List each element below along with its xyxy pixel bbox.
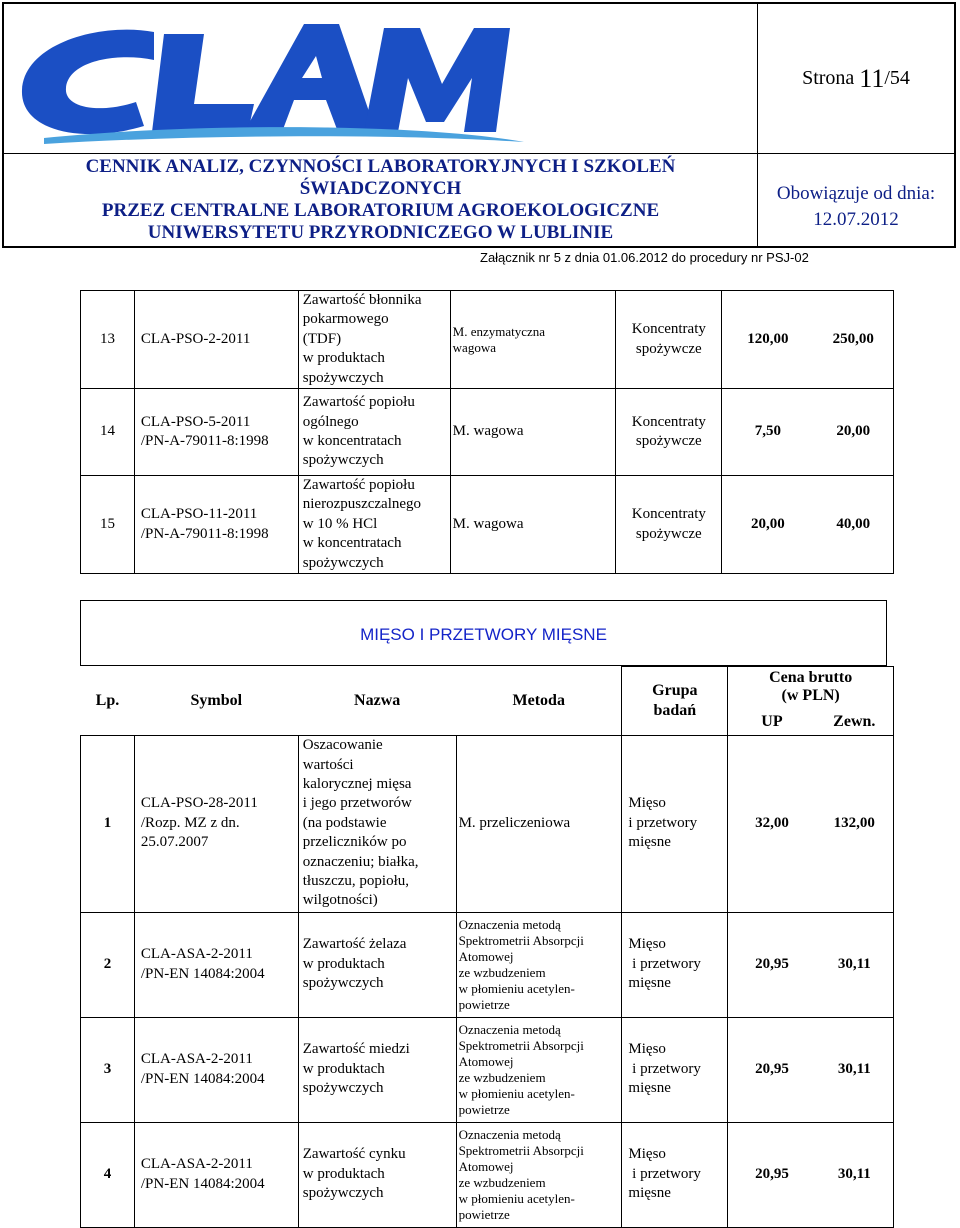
row-group	[622, 1017, 728, 1122]
row-method	[450, 291, 616, 389]
row-price-ext: 30,11	[816, 912, 894, 1017]
logo-cell	[4, 4, 758, 154]
row-name	[298, 389, 450, 476]
row-method-line: Atomowej	[458, 1053, 514, 1069]
header-group	[622, 667, 728, 736]
row-symbol-line: CLA-PSO-11-2011	[140, 506, 258, 523]
row-name-line: pokarmowego	[302, 311, 389, 328]
row-symbol-line: /PN-A-79011-8:1998	[140, 433, 269, 450]
row-name-line: Zawartość popiołu	[302, 477, 415, 494]
title-line: ŚWIADCZONYCH	[299, 178, 462, 199]
header-price-line: Cena brutto	[769, 669, 853, 687]
row-group-line: Mięso	[628, 795, 666, 812]
row-name-line: spożywczych	[302, 452, 384, 469]
row-price-ext: 30,11	[816, 1017, 894, 1122]
document-header	[2, 2, 956, 248]
row-symbol-line: /PN-EN 14084:2004	[140, 1175, 265, 1192]
row-group-line: Mięso	[628, 1041, 666, 1058]
row-method	[450, 476, 616, 574]
valid-label: Obowiązuje od dnia:	[776, 183, 936, 204]
row-lp: 2	[81, 912, 135, 1017]
valid-date: 12.07.2012	[813, 209, 899, 230]
row-name	[298, 735, 456, 912]
header-group-line: badań	[653, 701, 697, 719]
row-name-line: spożywczych	[302, 975, 384, 992]
row-name-line: spożywczych	[302, 1080, 384, 1097]
row-method-line: powietrze	[458, 996, 510, 1012]
header-price	[728, 667, 894, 708]
row-method-line: ze wzbudzeniem	[458, 1069, 546, 1085]
row-method-line: M. wagowa	[452, 515, 524, 532]
header-price-line: (w PLN)	[781, 687, 840, 705]
row-method-line: M. enzymatyczna	[452, 323, 546, 339]
row-symbol-line: CLA-ASA-2-2011	[140, 1156, 253, 1173]
row-method-line: Spektrometrii Absorpcji	[458, 1142, 584, 1158]
attachment-note: Załącznik nr 5 z dnia 01.06.2012 do procedury nr PSJ-02	[480, 250, 809, 265]
row-method-line: Oznaczenia metodą	[458, 1126, 561, 1142]
row-group-line: i przetwory	[628, 1060, 701, 1077]
row-group-line: spożywcze	[635, 525, 702, 542]
row-symbol	[134, 1017, 298, 1122]
row-price-up: 32,00	[728, 735, 816, 912]
row-name-line: Zawartość cynku	[302, 1146, 406, 1163]
row-method-line: Atomowej	[458, 1158, 514, 1174]
row-name-line: w koncentratach	[302, 535, 402, 552]
row-name-line: ogólnego	[302, 413, 359, 430]
row-method-line: Spektrometrii Absorpcji	[458, 1037, 584, 1053]
page-total: /54	[884, 67, 910, 89]
row-method	[456, 1122, 622, 1227]
row-name-line: w koncentratach	[302, 433, 402, 450]
table-header-row	[81, 667, 894, 708]
title-line: PRZEZ CENTRALNE LABORATORIUM AGROEKOLOGICZNE	[101, 200, 660, 221]
row-name-line: w produktach	[302, 350, 385, 367]
row-lp: 15	[81, 476, 135, 574]
row-method-line: ze wzbudzeniem	[458, 964, 546, 980]
row-symbol	[134, 291, 298, 389]
validity-cell	[758, 154, 954, 246]
row-price-up: 7,50	[722, 389, 814, 476]
row-price-up: 20,95	[728, 1122, 816, 1227]
row-group-line: Koncentraty	[631, 413, 706, 430]
row-name-line: nierozpuszczalnego	[302, 496, 422, 513]
title-line: UNIWERSYTETU PRZYRODNICZEGO W LUBLINIE	[147, 222, 614, 243]
row-name-line: w produktach	[302, 1165, 385, 1182]
row-group	[616, 291, 722, 389]
row-method-line: ze wzbudzeniem	[458, 1174, 546, 1190]
row-group-line: i przetwory	[628, 814, 698, 831]
row-group	[616, 476, 722, 574]
row-method-line: w płomieniu acetylen-	[458, 1190, 575, 1206]
document-title	[4, 154, 758, 246]
price-table-continued	[80, 290, 894, 574]
row-price-ext: 250,00	[814, 291, 894, 389]
row-method	[456, 735, 622, 912]
row-name-line: i jego przetworów	[302, 795, 412, 812]
row-name-line: Oszacowanie	[302, 737, 383, 754]
row-name-line: w 10 % HCl	[302, 515, 378, 532]
row-group	[622, 1122, 728, 1227]
row-method-line: w płomieniu acetylen-	[458, 980, 575, 996]
row-name-line: (TDF)	[302, 330, 342, 347]
row-price-up: 120,00	[722, 291, 814, 389]
row-name-line: przeliczników po	[302, 834, 407, 851]
row-price-ext: 132,00	[816, 735, 894, 912]
row-group-line: mięsne	[628, 975, 671, 992]
section-title: MIĘSO I PRZETWORY MIĘSNE	[80, 600, 887, 666]
row-symbol-line: 25.07.2007	[140, 834, 209, 851]
header-name: Nazwa	[354, 691, 401, 709]
table-row	[81, 735, 894, 912]
row-method-line: Atomowej	[458, 948, 514, 964]
row-group-line: spożywcze	[635, 433, 702, 450]
row-symbol-line: /PN-A-79011-8:1998	[140, 525, 269, 542]
row-symbol	[134, 476, 298, 574]
row-method-line: M. wagowa	[452, 423, 524, 440]
row-group-line: mięsne	[628, 1185, 671, 1202]
header-symbol: Symbol	[190, 691, 243, 709]
row-symbol-line: CLA-ASA-2-2011	[140, 1051, 253, 1068]
row-group-line: Koncentraty	[631, 321, 706, 338]
row-group-line: Mięso	[628, 1146, 666, 1163]
row-group-line: i przetwory	[628, 1165, 701, 1182]
row-method-line: Oznaczenia metodą	[458, 1021, 561, 1037]
row-method-line: M. przeliczeniowa	[458, 814, 571, 831]
row-name-line: w produktach	[302, 1060, 385, 1077]
table-row	[81, 476, 894, 574]
row-lp: 1	[81, 735, 135, 912]
row-lp: 14	[81, 389, 135, 476]
row-method-line: w płomieniu acetylen-	[458, 1085, 575, 1101]
row-symbol	[134, 1122, 298, 1227]
row-name-line: Zawartość żelaza	[302, 936, 407, 953]
row-method-line: powietrze	[458, 1206, 510, 1222]
row-name	[298, 912, 456, 1017]
table-row	[81, 1122, 894, 1227]
row-name-line: w produktach	[302, 955, 385, 972]
page-label: Strona	[802, 67, 855, 89]
row-price-ext: 30,11	[816, 1122, 894, 1227]
header-method: Metoda	[512, 691, 565, 709]
row-name-line: spożywczych	[302, 554, 384, 571]
row-price-up: 20,95	[728, 912, 816, 1017]
row-method-line: powietrze	[458, 1101, 510, 1117]
row-price-up: 20,00	[722, 476, 814, 574]
row-name	[298, 1017, 456, 1122]
row-lp: 13	[81, 291, 135, 389]
row-name-line: oznaczeniu; białka,	[302, 853, 419, 870]
table-row	[81, 1017, 894, 1122]
row-group-line: spożywcze	[635, 340, 702, 357]
page-number-cell	[758, 4, 954, 154]
row-symbol-line: /PN-EN 14084:2004	[140, 965, 265, 982]
row-method	[456, 912, 622, 1017]
table-row	[81, 389, 894, 476]
header-lp: Lp.	[95, 691, 120, 709]
row-price-ext: 40,00	[814, 476, 894, 574]
row-name-line: wilgotności)	[302, 892, 378, 909]
row-name-line: Zawartość miedzi	[302, 1041, 410, 1058]
row-group-line: mięsne	[628, 834, 671, 851]
row-method	[450, 389, 616, 476]
row-symbol-line: CLA-ASA-2-2011	[140, 946, 253, 963]
row-name-line: wartości	[302, 756, 354, 773]
row-method-line: Spektrometrii Absorpcji	[458, 932, 584, 948]
row-group	[616, 389, 722, 476]
row-price-ext: 20,00	[814, 389, 894, 476]
row-group	[622, 735, 728, 912]
row-symbol	[134, 389, 298, 476]
row-lp: 4	[81, 1122, 135, 1227]
row-group-line: i przetwory	[628, 955, 701, 972]
row-symbol-line: /Rozp. MZ z dn.	[140, 814, 240, 831]
row-name-line: Zawartość popiołu	[302, 394, 415, 411]
row-name	[298, 1122, 456, 1227]
row-method-line: wagowa	[452, 339, 496, 355]
title-line: CENNIK ANALIZ, CZYNNOŚCI LABORATORYJNYCH I SZKOLEŃ	[85, 156, 676, 177]
header-group-line: Grupa	[652, 682, 698, 700]
header-up: UP	[728, 708, 816, 735]
table-row	[81, 291, 894, 389]
row-group-line: Mięso	[628, 936, 666, 953]
row-method	[456, 1017, 622, 1122]
row-symbol-line: CLA-PSO-2-2011	[140, 330, 251, 347]
cla-logo	[4, 4, 756, 152]
row-name-line: Zawartość błonnika	[302, 292, 422, 308]
row-name-line: kalorycznej mięsa	[302, 775, 412, 792]
row-name-line: tłuszczu, popiołu,	[302, 873, 409, 890]
row-group	[622, 912, 728, 1017]
row-name-line: (na podstawie	[302, 814, 387, 831]
row-name-line: spożywczych	[302, 369, 384, 386]
table-row	[81, 912, 894, 1017]
row-group-line: Koncentraty	[631, 506, 706, 523]
row-price-up: 20,95	[728, 1017, 816, 1122]
row-name	[298, 291, 450, 389]
row-name-line: spożywczych	[302, 1185, 384, 1202]
row-symbol-line: CLA-PSO-5-2011	[140, 413, 251, 430]
row-symbol	[134, 735, 298, 912]
header-ext: Zewn.	[816, 708, 894, 735]
meat-price-table	[80, 666, 894, 1228]
row-symbol-line: /PN-EN 14084:2004	[140, 1070, 265, 1087]
row-symbol-line: CLA-PSO-28-2011	[140, 795, 258, 812]
row-name	[298, 476, 450, 574]
row-symbol	[134, 912, 298, 1017]
row-method-line: Oznaczenia metodą	[458, 916, 561, 932]
row-group-line: mięsne	[628, 1080, 671, 1097]
row-lp: 3	[81, 1017, 135, 1122]
page-number: 11	[859, 63, 885, 93]
